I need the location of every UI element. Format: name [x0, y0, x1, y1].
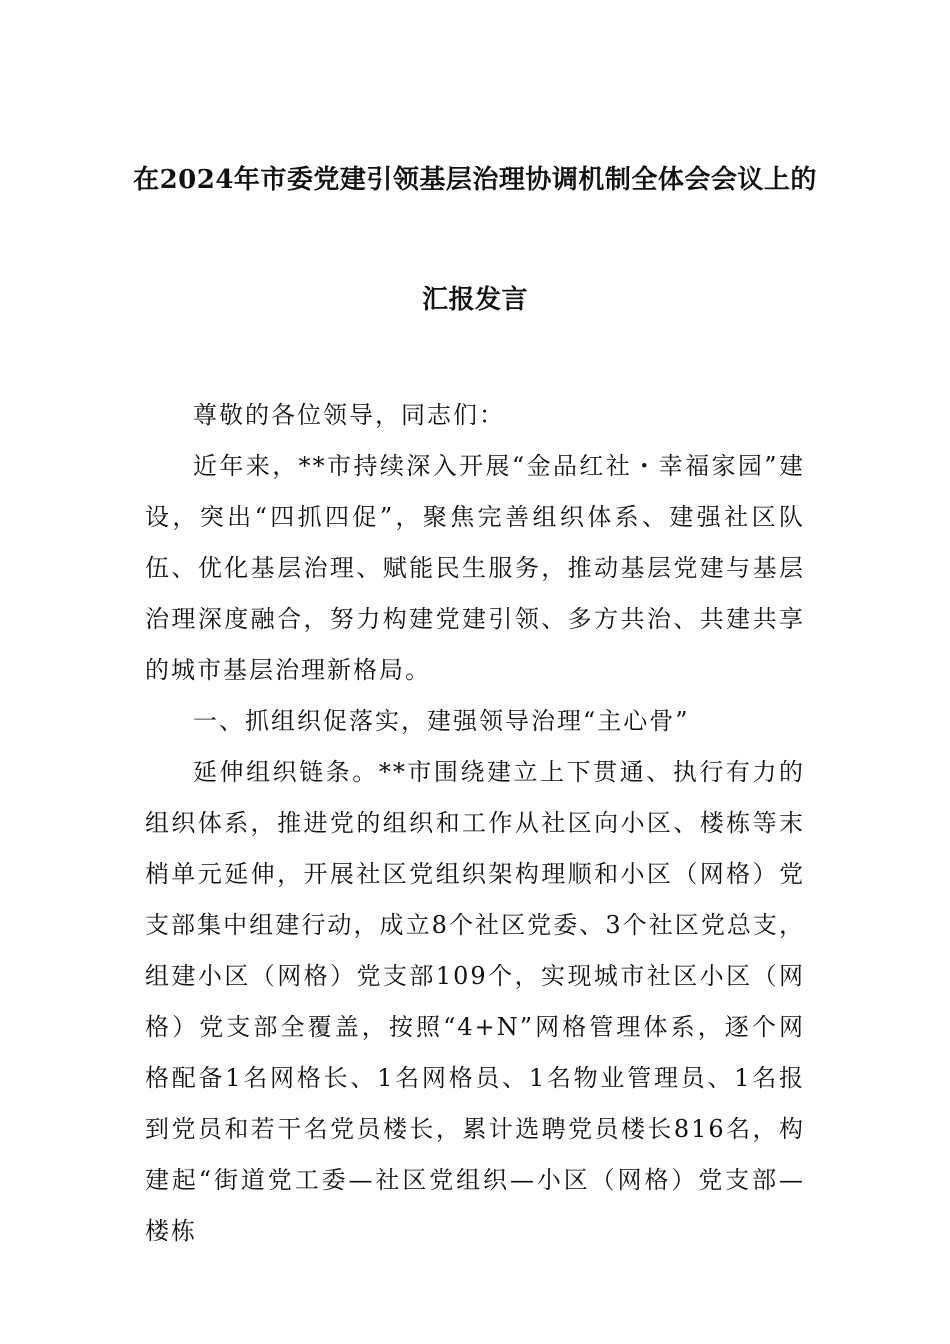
body-paragraph-1: 延伸组织链条。**市围绕建立上下贯通、执行有力的组织体系，推进党的组织和工作从社区向小区、楼栋等末梢单元延伸，开展社区党组织架构理顺和小区（网格）党支部集中组建行动，成立8个社区党委、3个社区党总支，组建小区（网格）党支部109个，实现城市社区小区（网格）党支部全覆盖，按照“4+N”网格管理体系，逐个网格配备1名网格长、1名网格员、1名物业管理员、1名报到党员和若干名党员楼长，累计选聘党员楼长816名，构建起“街道党工委—社区党组织—小区（网格）党支部—楼栋	[145, 758, 805, 1245]
salutation-paragraph: 尊敬的各位领导，同志们：	[193, 401, 505, 429]
intro-paragraph: 近年来，**市持续深入开展“金品红社・幸福家园”建设，突出“四抓四促”，聚焦完善组织体系、建强社区队伍、优化基层治理、赋能民生服务，推动基层党建与基层治理深度融合，努力构建党建引领、多方共治、共建共享的城市基层治理新格局。	[145, 452, 805, 684]
document-title-line-1: 在2024年市委党建引领基层治理协调机制全体会会议上的	[133, 165, 817, 195]
document-body	[145, 390, 805, 1257]
section-heading-1: 一、抓组织促落实，建强领导治理“主心骨”	[193, 707, 690, 735]
document-title-line-2: 汇报发言	[421, 285, 528, 315]
